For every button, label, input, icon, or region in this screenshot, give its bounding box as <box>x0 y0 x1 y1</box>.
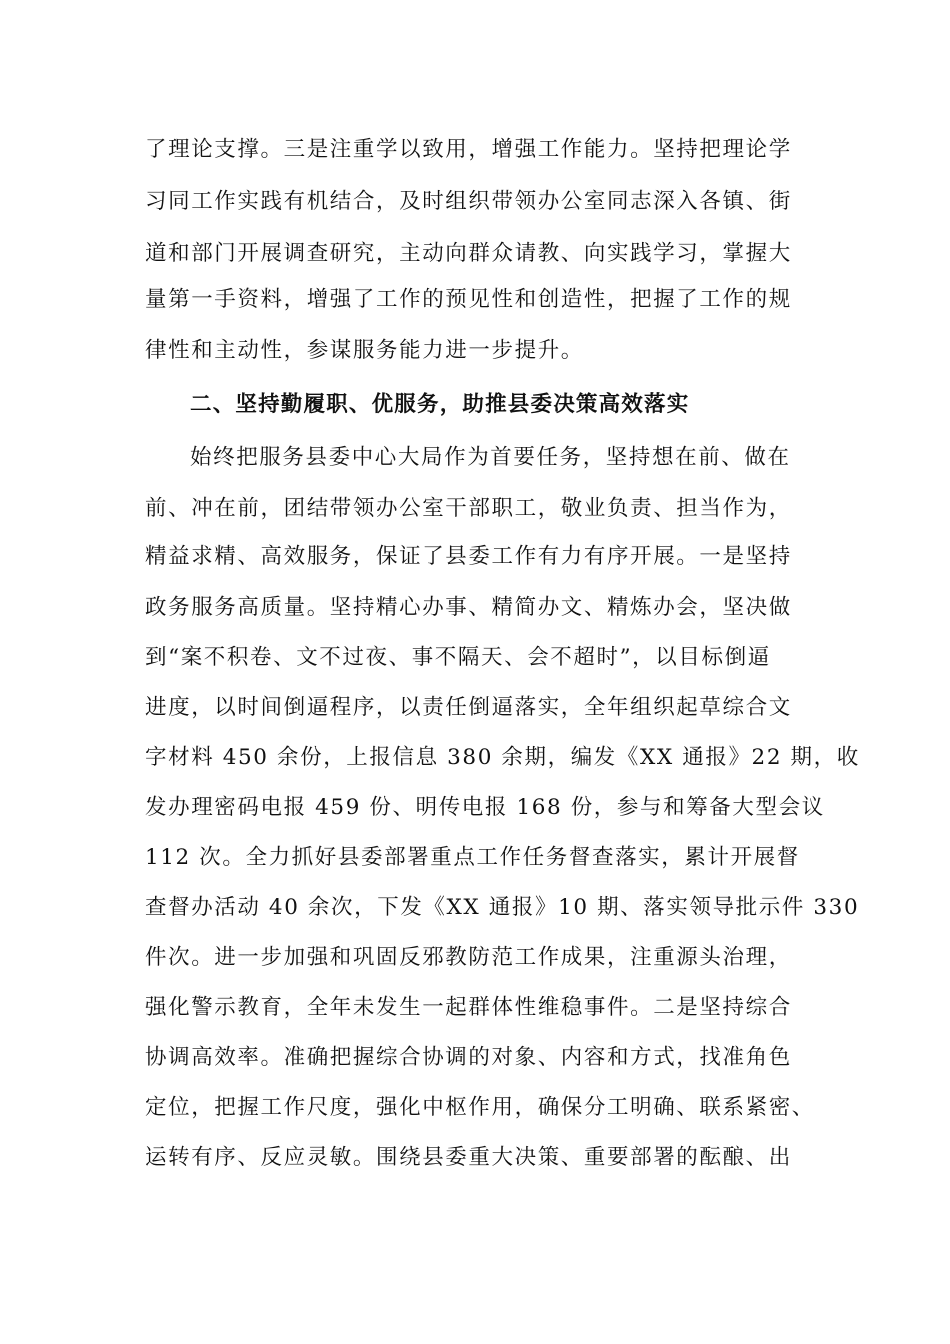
paragraph-1-line-3: 道和部门开展调查研究，主动向群众请教、向实践学习，掌握大 <box>145 241 792 266</box>
paragraph-2-line-5: 到“案不积卷、文不过夜、事不隔天、会不超时”，以目标倒逼 <box>145 645 771 670</box>
paragraph-1-line-5: 律性和主动性，参谋服务能力进一步提升。 <box>145 338 584 363</box>
paragraph-2-line-13: 协调高效率。准确把握综合协调的对象、内容和方式，找准角色 <box>145 1045 792 1070</box>
paragraph-2-line-6: 进度，以时间倒逼程序，以责任倒逼落实，全年组织起草综合文 <box>145 695 792 720</box>
paragraph-2-line-12: 强化警示教育，全年未发生一起群体性维稳事件。二是坚持综合 <box>145 995 792 1020</box>
paragraph-1-line-2: 习同工作实践有机结合，及时组织带领办公室同志深入各镇、街 <box>145 189 792 214</box>
paragraph-2-line-10: 查督办活动 40 余次，下发《XX 通报》10 期、落实领导批示件 330 <box>145 895 860 920</box>
paragraph-1-line-4: 量第一手资料，增强了工作的预见性和创造性，把握了工作的规 <box>145 287 792 312</box>
paragraph-2-line-2: 前、冲在前，团结带领办公室干部职工，敬业负责、担当作为， <box>145 496 792 521</box>
paragraph-2-line-4: 政务服务高质量。坚持精心办事、精简办文、精炼办会，坚决做 <box>145 595 792 620</box>
paragraph-2-line-14: 定位，把握工作尺度，强化中枢作用，确保分工明确、联系紧密、 <box>145 1095 815 1120</box>
paragraph-2-line-15: 运转有序、反应灵敏。围绕县委重大决策、重要部署的酝酿、出 <box>145 1145 792 1170</box>
paragraph-2-line-3: 精益求精、高效服务，保证了县委工作有力有序开展。一是坚持 <box>145 544 792 569</box>
paragraph-2-line-11: 件次。进一步加强和巩固反邪教防范工作成果，注重源头治理， <box>145 945 792 970</box>
paragraph-2-line-7: 字材料 450 余份，上报信息 380 余期，编发《XX 通报》22 期，收 <box>145 745 860 770</box>
paragraph-2-line-1: 始终把服务县委中心大局作为首要任务，坚持想在前、做在 <box>190 445 791 470</box>
paragraph-1-line-1: 了理论支撑。三是注重学以致用，增强工作能力。坚持把理论学 <box>145 137 792 162</box>
paragraph-2-line-8: 发办理密码电报 459 份、明传电报 168 份，参与和筹备大型会议 <box>145 795 825 820</box>
section-heading: 二、坚持勤履职、优服务，助推县委决策高效落实 <box>190 392 690 417</box>
paragraph-2-line-9: 112 次。全力抓好县委部署重点工作任务督查落实，累计开展督 <box>145 845 800 870</box>
